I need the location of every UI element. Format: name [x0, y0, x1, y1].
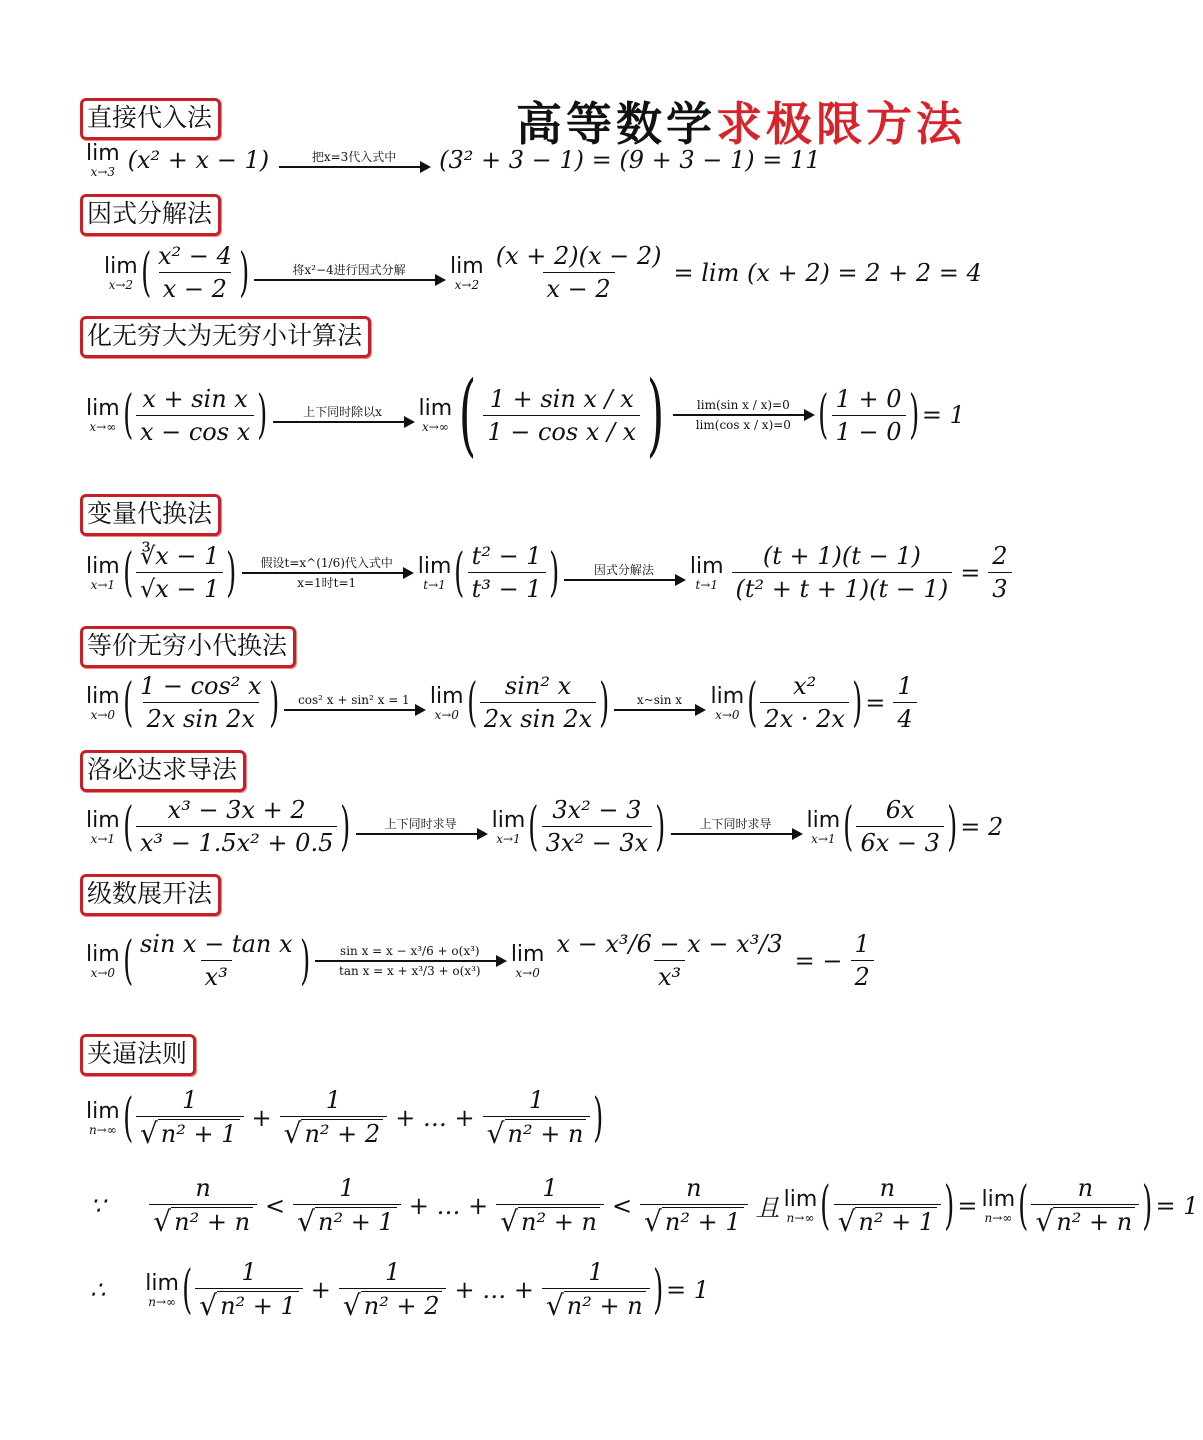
formula-factor: lim x→2 ( $\frac{\text{x² − 4}}{x - 2}$ ) 将x²−4进行因式分解 lim x→2 $\frac{(x + 2)(x - 2)}{x - 2}$ = lim (x + 2) = 2 + 2 = 4: [104, 242, 982, 303]
formula-squeeze-line2: ∵ n √ n² + n < 1 √ n² + 1 + … + 1 √ n² + n < n √ n² + 1 且 lim n→∞ ( n √ n² + 1 ) = lim n→∞ ( n √ n² + n ) = 1: [90, 1174, 1199, 1238]
formula-direct: lim x→3 (x² + x − 1) 把x=3代入式中 (3² + 3 − 1) = (9 + 3 − 1) = 11: [86, 141, 821, 179]
arrow: 把x=3代入式中: [279, 150, 429, 170]
title-accent: 求极限方法: [716, 97, 966, 151]
formula-series: lim x→0 ( $\frac{\text{sin x − tan x}}{\text{x³}}$ ) sin x = x − x³/6 + o(x³) tan x = x + x³/3 + o(x³) lim x→0 $\frac{\text{x − x³/6 − x − x³/3}}{\text{x³}}$ = − $\frac{1}{2}$: [86, 930, 878, 991]
formula-squeeze-line3: ∴ lim n→∞ ( 1 √ n² + 1 + 1 √ n² + 2 + … + 1 √ n² + n ) = 1: [90, 1258, 710, 1322]
section-label-series: 级数展开法: [80, 874, 221, 916]
section-label-lhopital: 洛必达求导法: [80, 750, 246, 792]
section-label-equivalent: 等价无穷小代换法: [80, 626, 296, 668]
section-label-squeeze: 夹逼法则: [80, 1034, 196, 1076]
section-label-factor: 因式分解法: [80, 194, 221, 236]
formula-lhopital: lim x→1 ( $\frac{\text{x³ − 3x + 2}}{\text{x³ − 1.5x² + 0.5}}$ ) 上下同时求导 lim x→1 ( $\frac{\text{3x² − 3}}{\text{3x² − 3x}}$ ) 上下同时求导 lim x→1 ( $\frac{6x}{6x - 3}$ ) = 2: [86, 796, 1004, 857]
formula-squeeze-line1: lim n→∞ ( 1 √ n² + 1 + 1 √ n² + 2 + … + 1 √ n² + n ): [86, 1086, 604, 1150]
section-label-direct: 直接代入法: [80, 98, 221, 140]
section-label-substitution: 变量代换法: [80, 494, 221, 536]
formula-substitution: lim x→1 ( $\frac{∛x - 1}{√x - 1}$ ) 假设t=x^(1/6)代入式中 x=1时t=1 lim t→1 ( $\frac{\text{t² − 1}}{\text{t³ − 1}}$ ) 因式分解法 lim t→1 $\frac{(t + 1)(t - 1)}{\text{(t² + t + 1)(t − 1)}}$ = $\frac{2}{3}$: [86, 542, 1016, 603]
section-label-infinity: 化无穷大为无穷小计算法: [80, 316, 371, 358]
formula-equivalent: lim x→0 ( $\frac{\text{1 − cos² x}}{\text{2x sin 2x}}$ ) cos² x + sin² x = 1 lim x→0 ( $\frac{\text{sin² x}}{\text{2x sin 2x}}$ ) x~sin x lim x→0 ( $\frac{\text{x²}}{2x \cdot 2x}$ ) = $\frac{1}{4}$: [86, 672, 921, 733]
title-main: 高等数学: [516, 97, 716, 151]
formula-infinity: lim x→∞ ( $\frac{\text{x + sin x}}{\text{x − cos x}}$ ) 上下同时除以x lim x→∞ ( $\frac{\text{1 + sin x / x}}{\text{1 − cos x / x}}$ ) lim(sin x / x)=0 lim(cos x / x)=0 ( $\frac{1 + 0}{1 - 0}$ ) = 1: [86, 362, 965, 467]
lim-operator: lim x→3: [86, 141, 120, 179]
